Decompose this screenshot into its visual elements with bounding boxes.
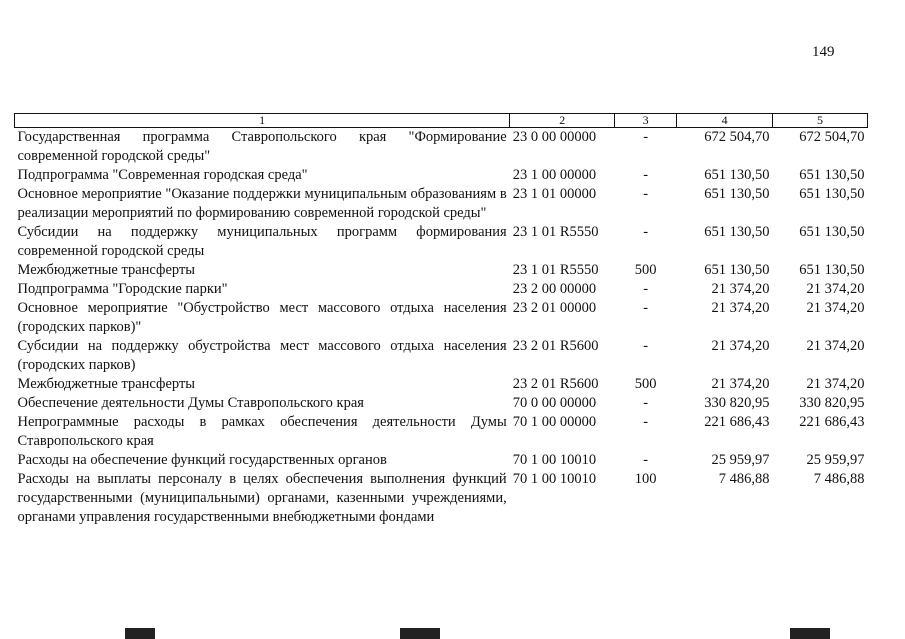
row-amount-1: 672 504,70 — [704, 129, 770, 145]
table-row — [15, 337, 868, 375]
row-code: 70 1 00 00000 — [512, 414, 597, 430]
row-code: 23 2 01 00000 — [512, 300, 597, 316]
row-type: - — [643, 224, 649, 240]
row-amount-2: 221 686,43 — [799, 414, 865, 430]
row-type: 100 — [634, 471, 657, 487]
row-amount-1: 651 130,50 — [704, 167, 770, 183]
row-type: - — [643, 452, 649, 468]
row-amount-2: 651 130,50 — [799, 167, 865, 183]
table-body — [15, 128, 868, 528]
row-name: Непрограммные расходы в рамках обеспечения деятельности Думы Ставропольского края — [17, 414, 507, 449]
row-code: 23 1 01 R5550 — [512, 262, 599, 278]
row-code: 23 0 00 00000 — [512, 129, 597, 145]
row-amount-2: 651 130,50 — [799, 224, 865, 240]
row-code: 23 2 00 00000 — [512, 281, 597, 297]
row-name: Подпрограмма "Городские парки" — [17, 281, 228, 297]
row-code: 23 1 00 00000 — [512, 167, 597, 183]
row-amount-2: 21 374,20 — [806, 376, 865, 392]
row-amount-1: 651 130,50 — [704, 186, 770, 202]
table-row — [15, 451, 868, 470]
header-col-1: 1 — [15, 114, 510, 128]
table-row — [15, 261, 868, 280]
table-row — [15, 413, 868, 451]
row-amount-2: 672 504,70 — [799, 129, 865, 145]
row-name: Основное мероприятие "Обустройство мест массового отдыха населения (городских парков)" — [17, 300, 507, 335]
scan-edge-mark — [400, 628, 440, 639]
row-code: 70 0 00 00000 — [512, 395, 597, 411]
row-amount-2: 21 374,20 — [806, 281, 865, 297]
row-amount-1: 21 374,20 — [711, 281, 770, 297]
header-col-3: 3 — [615, 114, 677, 128]
table-header — [15, 114, 868, 128]
row-code: 23 2 01 R5600 — [512, 376, 599, 392]
table-row — [15, 166, 868, 185]
row-name: Подпрограмма "Современная городская среда" — [17, 167, 308, 183]
row-amount-1: 25 959,97 — [711, 452, 770, 468]
row-amount-1: 651 130,50 — [704, 262, 770, 278]
row-type: - — [643, 414, 649, 430]
row-code: 70 1 00 10010 — [512, 471, 597, 487]
header-col-4: 4 — [677, 114, 773, 128]
row-name: Расходы на обеспечение функций государственных органов — [17, 452, 387, 468]
table-row — [15, 470, 868, 527]
row-type: - — [643, 395, 649, 411]
row-amount-2: 651 130,50 — [799, 186, 865, 202]
row-amount-2: 21 374,20 — [806, 338, 865, 354]
table-row — [15, 185, 868, 223]
page-number: 149 — [812, 44, 835, 60]
row-amount-1: 221 686,43 — [704, 414, 770, 430]
scan-edge-mark — [125, 628, 155, 639]
row-amount-2: 651 130,50 — [799, 262, 865, 278]
header-row — [15, 114, 868, 128]
row-type: - — [643, 338, 649, 354]
row-amount-1: 651 130,50 — [704, 224, 770, 240]
table-row — [15, 280, 868, 299]
row-type: - — [643, 300, 649, 316]
row-amount-2: 25 959,97 — [806, 452, 865, 468]
table-row — [15, 394, 868, 413]
row-type: - — [643, 186, 649, 202]
scan-edge-mark — [790, 628, 830, 639]
row-amount-1: 21 374,20 — [711, 376, 770, 392]
row-amount-1: 21 374,20 — [711, 300, 770, 316]
row-amount-1: 21 374,20 — [711, 338, 770, 354]
row-name: Межбюджетные трансферты — [17, 376, 196, 392]
row-code: 70 1 00 10010 — [512, 452, 597, 468]
row-amount-1: 330 820,95 — [704, 395, 770, 411]
row-name: Основное мероприятие "Оказание поддержки муниципальным образованиям в реализации мероприятий по формированию современной городской среды" — [17, 186, 507, 221]
row-type: 500 — [634, 376, 657, 392]
row-name: Расходы на выплаты персоналу в целях обеспечения выполнения функций государственными (муниципальными) органами, казенными учреждениями, органами управления государственными внебюджетными фондами — [17, 471, 507, 525]
row-amount-1: 7 486,88 — [718, 471, 770, 487]
row-code: 23 1 01 R5550 — [512, 224, 599, 240]
table-row — [15, 223, 868, 261]
table-row — [15, 299, 868, 337]
row-name: Субсидии на поддержку обустройства мест массового отдыха населения (городских парков) — [17, 338, 507, 373]
row-name: Межбюджетные трансферты — [17, 262, 196, 278]
row-name: Государственная программа Ставропольского края "Формирование современной городской среды" — [17, 129, 507, 164]
row-amount-2: 7 486,88 — [813, 471, 865, 487]
table-row — [15, 375, 868, 394]
row-amount-2: 21 374,20 — [806, 300, 865, 316]
row-type: 500 — [634, 262, 657, 278]
row-type: - — [643, 167, 649, 183]
row-code: 23 2 01 R5600 — [512, 338, 599, 354]
row-type: - — [643, 281, 649, 297]
row-code: 23 1 01 00000 — [512, 186, 597, 202]
row-type: - — [643, 129, 649, 145]
row-name: Обеспечение деятельности Думы Ставропольского края — [17, 395, 364, 411]
row-name: Субсидии на поддержку муниципальных программ формирования современной городской среды — [17, 224, 507, 259]
header-col-5: 5 — [773, 114, 868, 128]
header-col-2: 2 — [510, 114, 615, 128]
row-amount-2: 330 820,95 — [799, 395, 865, 411]
table-row — [15, 128, 868, 167]
budget-table — [14, 113, 868, 527]
